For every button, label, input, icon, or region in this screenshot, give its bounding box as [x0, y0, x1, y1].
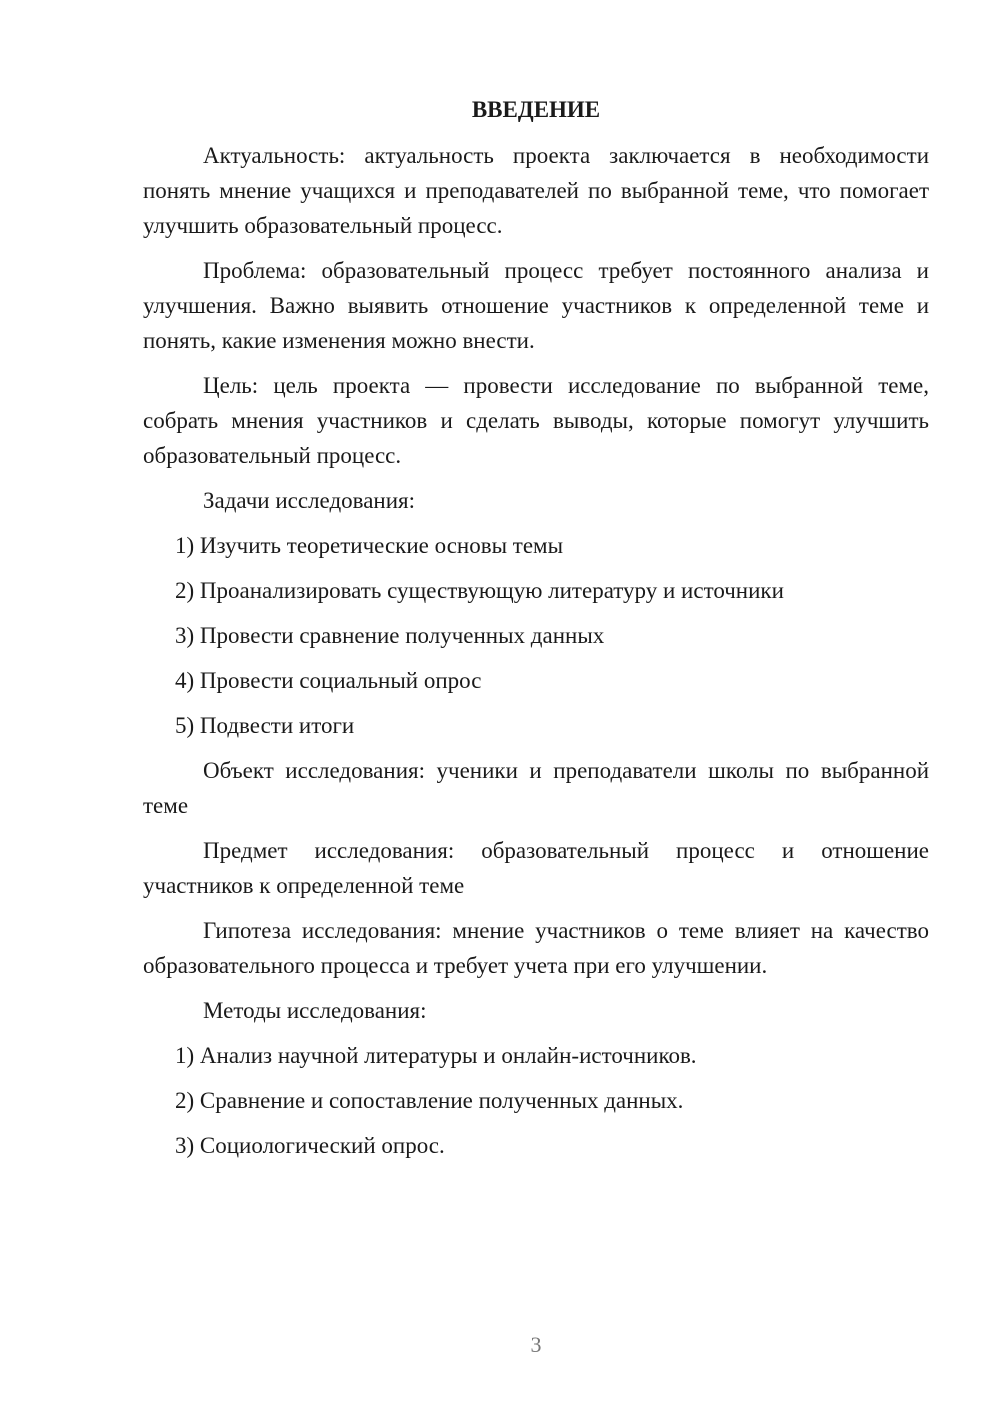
section-heading: ВВЕДЕНИЕ — [471, 97, 601, 122]
task-item: 3) Провести сравнение полученных данных — [175, 623, 605, 648]
task-item: 4) Провести социальный опрос — [175, 668, 482, 693]
goal-paragraph: Цель: цель проекта — провести исследование по выбранной теме, собрать мнения участников и сделать выводы, которые помогут улучшить образовательный процесс. — [143, 373, 929, 468]
methods-title: Методы исследования: — [203, 998, 427, 1023]
subject-paragraph: Предмет исследования: образовательный процесс и отношение участников к определенной теме — [143, 838, 929, 898]
method-item: 1) Анализ научной литературы и онлайн-источников. — [175, 1043, 697, 1068]
hypothesis-paragraph: Гипотеза исследования: мнение участников о теме влияет на качество образовательного процесса и требует учета при его улучшении. — [143, 918, 929, 978]
page-number: 3 — [530, 1332, 542, 1357]
method-item: 2) Сравнение и сопоставление полученных данных. — [175, 1088, 684, 1113]
task-item: 2) Проанализировать существующую литературу и источники — [175, 578, 784, 603]
object-paragraph: Объект исследования: ученики и преподаватели школы по выбранной теме — [143, 758, 929, 818]
relevance-paragraph: Актуальность: актуальность проекта заключается в необходимости понять мнение учащихся и преподавателей по выбранной теме, что помогает улучшить образовательный процесс. — [143, 143, 929, 238]
task-item: 5) Подвести итоги — [175, 713, 355, 738]
problem-paragraph: Проблема: образовательный процесс требует постоянного анализа и улучшения. Важно выявить отношение участников к определенной теме и понять, какие изменения можно внести. — [143, 258, 929, 353]
method-item: 3) Социологический опрос. — [175, 1133, 445, 1158]
document-body — [143, 92, 929, 1173]
task-item: 1) Изучить теоретические основы темы — [175, 533, 564, 558]
tasks-title: Задачи исследования: — [203, 488, 416, 513]
